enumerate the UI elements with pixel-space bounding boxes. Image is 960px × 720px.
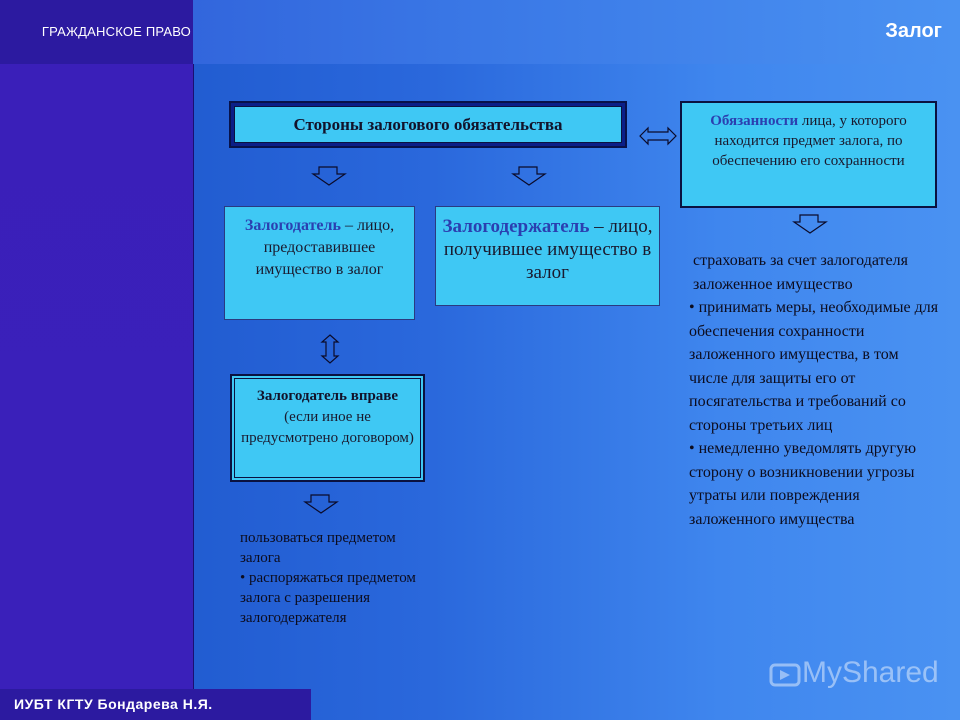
arrow-down-icon [792, 214, 828, 234]
list-item: • немедленно уведомлять другую сторону о возникновении угрозы утраты или повреждения заложенного имущества [689, 440, 917, 528]
parties-box [229, 101, 627, 148]
double-arrow-horizontal-icon [639, 126, 677, 146]
duties-box-title: Обязанности [710, 113, 799, 129]
watermark-icon [768, 659, 802, 689]
list-item: пользоваться предметом залога [240, 530, 396, 566]
duties-box-text: лица, у которого находится предмет залога, по обеспечению его сохранности [712, 113, 907, 169]
pledgor-box-text: – лицо, предоставившее имущество в залог [255, 217, 395, 278]
duties-box [680, 101, 937, 208]
page-title: Залог [885, 20, 942, 42]
pledgee-box-title: Залогодержатель [442, 216, 590, 237]
rights-box-title: Залогодатель вправе [256, 388, 399, 404]
pledgee-box-text: – лицо, получившее имущество в залог [443, 216, 653, 283]
rights-box-text: (если иное не предусмотрено договором) [241, 409, 414, 446]
arrow-down-icon [311, 166, 347, 186]
footer-author: ИУБТ КГТУ Бондарева Н.Я. [0, 689, 311, 720]
list-item: • распоряжаться предметом залога с разрешения залогодержателя [240, 570, 416, 626]
pledgor-box [224, 206, 415, 320]
sidebar [0, 0, 194, 720]
course-label: ГРАЖДАНСКОЕ ПРАВО [0, 0, 193, 64]
pledgor-box-title: Залогодатель [244, 217, 341, 234]
rights-box [230, 374, 425, 482]
parties-box-label: Стороны залогового обязательства [234, 106, 622, 143]
list-item: страховать за счет залогодателя заложенное имущество [693, 252, 908, 293]
double-arrow-vertical-icon [319, 334, 341, 364]
arrow-down-icon [303, 494, 339, 514]
watermark-logo [768, 656, 939, 690]
arrow-down-icon [511, 166, 547, 186]
pledgee-box [435, 206, 660, 306]
rights-list [240, 528, 420, 628]
duties-list [689, 249, 939, 531]
watermark-text: MyShared [802, 656, 939, 689]
list-item: • принимать меры, необходимые для обеспечения сохранности заложенного имущества, в том числе для защиты его от посягательства и требований со стороны третьих лиц [689, 299, 939, 434]
